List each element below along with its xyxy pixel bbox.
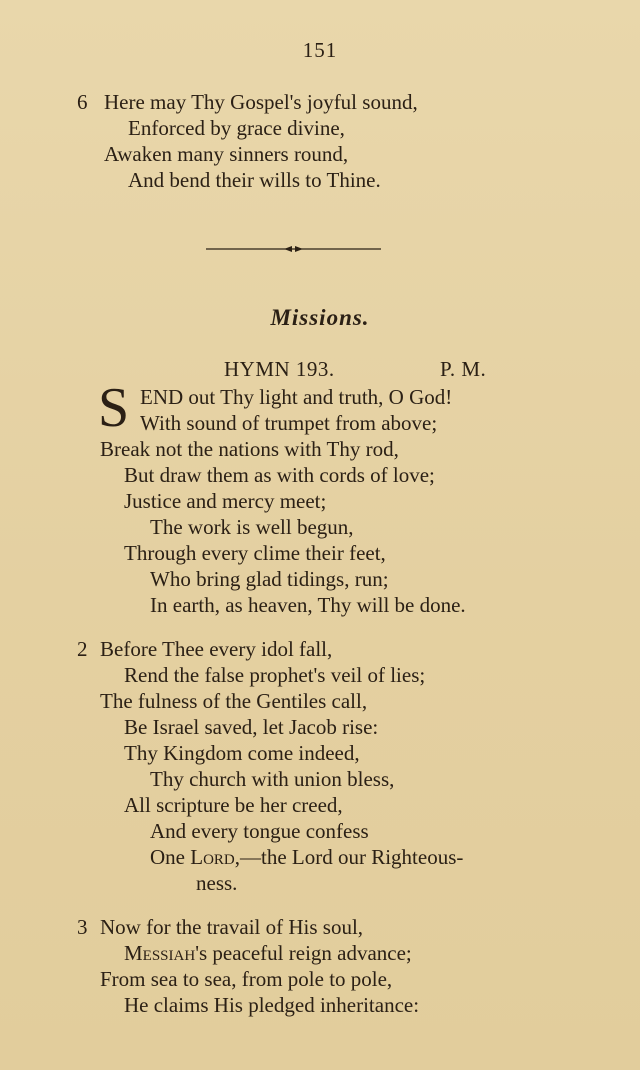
word-lord: Lord: [190, 845, 235, 869]
ornamental-divider: [206, 244, 381, 254]
verse-number: 6: [77, 90, 88, 114]
stanza-line: Justice and mercy meet;: [124, 489, 327, 513]
stanza-line: And every tongue confess: [150, 819, 369, 843]
verse-line: And bend their wills to Thine.: [128, 168, 381, 192]
section-title: Missions.: [270, 305, 370, 330]
word-one: One: [150, 845, 185, 869]
stanza-line: ness.: [196, 871, 238, 895]
stanza-line: In earth, as heaven, Thy will be done.: [150, 593, 466, 617]
stanza-line: But draw them as with cords of love;: [124, 463, 435, 487]
stanza-line: All scripture be her creed,: [124, 793, 343, 817]
page-number: 151: [302, 38, 338, 62]
verse-line: Awaken many sinners round,: [104, 142, 349, 166]
stanza-line: Through every clime their feet,: [124, 541, 386, 565]
stanza-line: Be Israel saved, let Jacob rise:: [124, 715, 379, 739]
stanza-line: The work is well begun,: [150, 515, 354, 539]
stanza-line: Who bring glad tidings, run;: [150, 567, 389, 591]
stanza-line: [150, 844, 463, 870]
stanza-line: Thy church with union bless,: [150, 767, 395, 791]
word-messiah: Messiah: [124, 941, 196, 965]
drop-cap: S: [98, 377, 130, 439]
stanza-line: The fulness of the Gentiles call,: [100, 689, 368, 713]
stanza-line: Rend the false prophet's veil of lies;: [124, 663, 426, 687]
stanza-line: With sound of trumpet from above;: [140, 411, 438, 435]
stanza-line: Break not the nations with Thy rod,: [100, 437, 399, 461]
stanza-line: From sea to sea, from pole to pole,: [100, 967, 393, 991]
stanza-number: 3: [77, 915, 88, 939]
stanza-line: He claims His pledged inheritance:: [124, 993, 420, 1017]
stanza-line: [124, 940, 412, 966]
line-rest: 's peaceful reign advance;: [195, 941, 412, 965]
hymn-meter: P. M.: [440, 357, 487, 381]
stanza-line: Thy Kingdom come indeed,: [124, 741, 360, 765]
line-rest: ,—the Lord our Righteous-: [234, 845, 464, 869]
stanza-line: END out Thy light and truth, O God!: [140, 385, 453, 409]
verse-line: Here may Thy Gospel's joyful sound,: [104, 90, 418, 114]
hymn-number: HYMN 193.: [224, 357, 335, 381]
stanza-number: 2: [77, 637, 88, 661]
stanza-line: Before Thee every idol fall,: [100, 637, 333, 661]
stanza-line: Now for the travail of His soul,: [100, 915, 364, 939]
verse-line: Enforced by grace divine,: [128, 116, 345, 140]
